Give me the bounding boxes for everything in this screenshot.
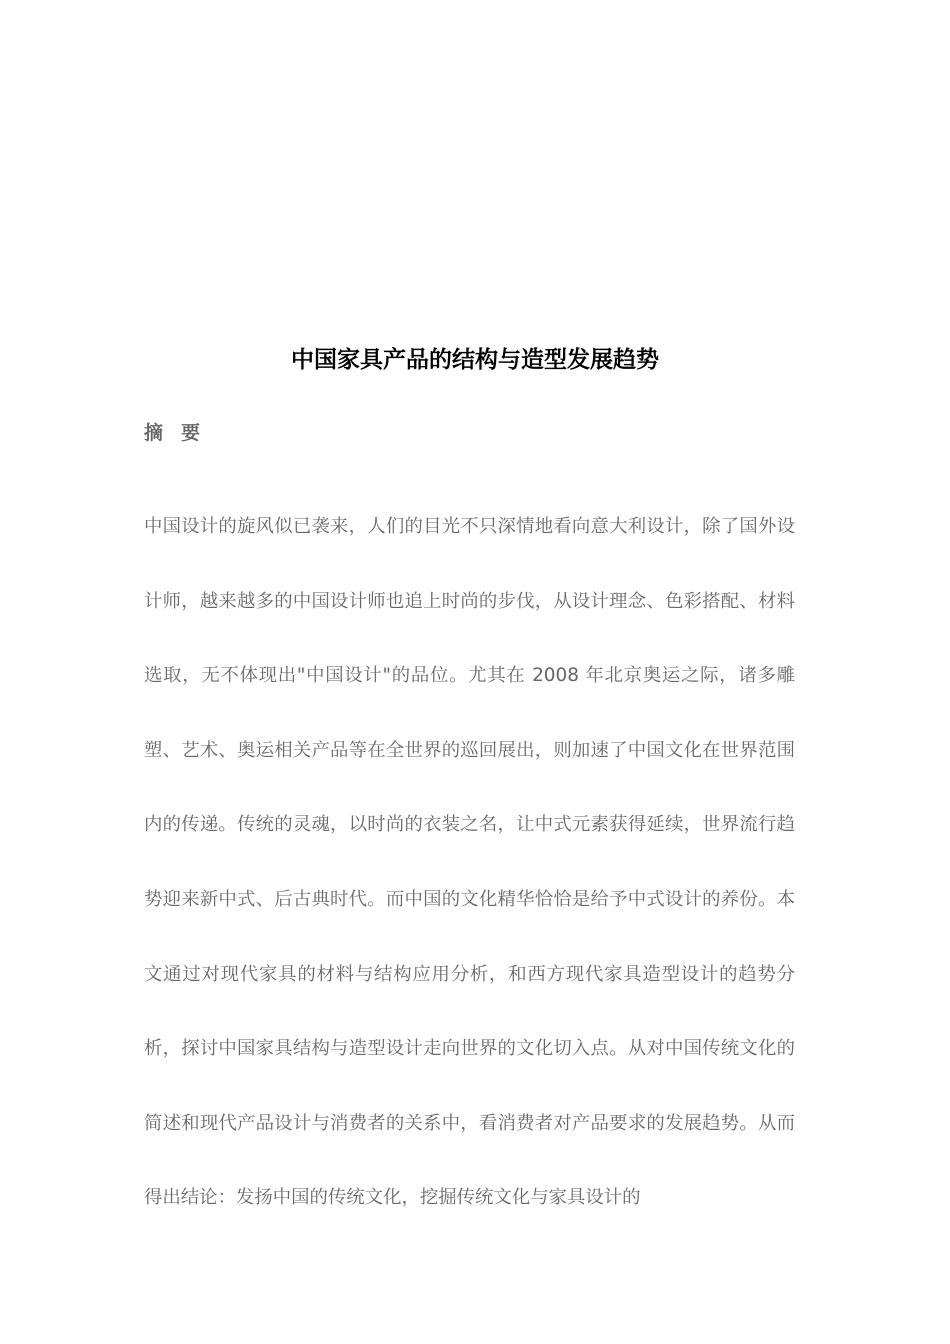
abstract-heading: 摘要 bbox=[144, 422, 219, 444]
paper-title: 中国家具产品的结构与造型发展趋势 bbox=[291, 347, 659, 373]
abstract-paragraph: 中国设计的旋风似已袭来，人们的目光不只深情地看向意大利设计，除了国外设计师，越来越多的中国设计师也追上时尚的步伐，从设计理念、色彩搭配、材料选取，无不体现出"中国设计"的品位。尤其在 2008 年北京奥运之际，诸多雕塑、艺术、奥运相关产品等在全世界的巡回展出，则加速了中国文化在世界范围内的传递。传统的灵魂，以时尚的衣装之名，让中式元素获得延续，世界流行趋势迎来新中式、后古典时代。而中国的文化精华恰恰是给予中式设计的养份。本文通过对现代家具的材料与结构应用分析，和西方现代家具造型设计的趋势分析，探讨中国家具结构与造型设计走向世界的文化切入点。从对中国传统文化的简述和现代产品设计与消费者的关系中，看消费者对产品要求的发展趋势。从而得出结论：发扬中国的传统文化，挖掘传统文化与家具设计的 bbox=[144, 516, 795, 1209]
